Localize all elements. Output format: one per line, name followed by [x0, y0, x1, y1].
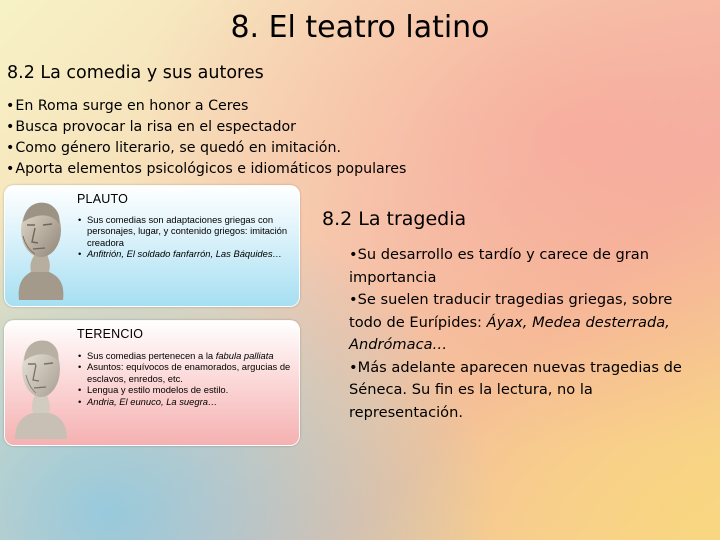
slide-title: 8. El teatro latino: [230, 10, 490, 45]
plauto-bust-portrait: [9, 192, 71, 300]
tragedia-paragraph: •Más adelante aparecen nuevas tragedias de Séneca. Su fin es la lectura, no la representación.: [349, 358, 682, 421]
terencio-name: TERENCIO: [77, 327, 144, 341]
terencio-item: • Andria, El eunuco, La suegra…: [77, 396, 299, 407]
terencio-item-italic: fabula palliata: [215, 350, 274, 361]
terencio-item-text: Sus comedias pertenecen a la: [87, 350, 216, 361]
slide-subtitle: 8.2 La comedia y sus autores: [7, 63, 264, 83]
terencio-item: • Lengua y estilo modelos de estilo.: [77, 384, 299, 395]
bullet-item: • En Roma surge en honor a Ceres: [6, 96, 406, 117]
bullet-item: • Aporta elementos psicológicos e idiomáticos populares: [6, 159, 406, 180]
tragedia-italic: Áyax, Medea desterrada, Andrómaca…: [349, 313, 670, 353]
plauto-item: • Anfitrión, El soldado fanfarrón, Las Báquides…: [77, 248, 299, 259]
bullet-item: • Como género literario, se quedó en imitación.: [6, 138, 406, 159]
tragedia-paragraph: •Su desarrollo es tardío y carece de gran importancia: [349, 246, 649, 286]
plauto-list: [77, 214, 299, 260]
tragedia-text: [349, 244, 689, 424]
plauto-item: • Sus comedias son adaptaciones griegas con personajes, lugar, y contenido griegos: imitación creadora: [77, 214, 299, 248]
comedy-bullet-list: [6, 96, 406, 180]
terencio-card: [4, 320, 300, 446]
terencio-list: [77, 350, 299, 407]
tragedia-title: 8.2 La tragedia: [322, 208, 467, 230]
bullet-item: • Busca provocar la risa en el espectador: [6, 117, 406, 138]
terencio-item: [77, 350, 299, 361]
terencio-bust-portrait: [9, 327, 71, 439]
plauto-name: PLAUTO: [77, 192, 128, 206]
plauto-card: [4, 185, 300, 307]
terencio-item: • Asuntos: equívocos de enamorados, argucias de esclavos, enredos, etc.: [77, 361, 299, 384]
tragedia-paragraph: •Se suelen traducir tragedias griegas, sobre todo de Eurípides:: [349, 291, 673, 331]
